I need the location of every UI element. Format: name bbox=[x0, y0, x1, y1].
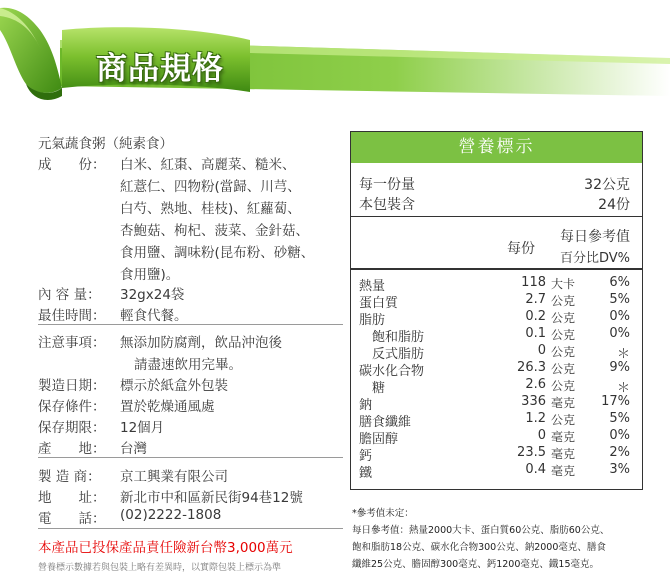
nutrient-unit: 公克 bbox=[551, 311, 576, 325]
nutrient-amount: 0.1 bbox=[525, 326, 546, 341]
ingredients-line: 杏鮑菇、枸杞、菠菜、金針菇、 bbox=[120, 223, 309, 239]
nutrient-row bbox=[351, 326, 642, 345]
nutrient-dv: 0% bbox=[609, 428, 630, 443]
nutrient-name: 反式脂肪 bbox=[359, 347, 425, 362]
dv-label: 百分比DV% bbox=[559, 251, 630, 266]
nutrient-amount: 2.6 bbox=[525, 377, 546, 392]
nutrient-dv: 3% bbox=[609, 462, 630, 477]
nutrient-unit: 大卡 bbox=[551, 277, 576, 291]
nutrient-row bbox=[351, 411, 642, 430]
nutrition-facts-table bbox=[350, 131, 643, 490]
best-time-value: 輕食代餐。 bbox=[120, 308, 188, 324]
serving-size-label: 每一份量 bbox=[359, 177, 415, 193]
per-serving-label: 每份 bbox=[507, 241, 535, 257]
nutrient-name: 膽固醇 bbox=[359, 432, 399, 447]
nutrient-amount: 0 bbox=[537, 343, 546, 358]
nutrient-unit: 公克 bbox=[551, 345, 576, 359]
nutrient-row bbox=[351, 394, 642, 413]
phone-value: (02)2222-1808 bbox=[120, 507, 222, 523]
nutrient-amount: 1.2 bbox=[525, 411, 546, 426]
address-value: 新北市中和區新民街94巷12號 bbox=[120, 490, 303, 506]
nutrient-unit: 公克 bbox=[551, 294, 576, 308]
nutrient-dv: ＊ bbox=[616, 381, 630, 396]
ingredients-line: 白米、紅棗、高麗菜、糙米、 bbox=[120, 157, 296, 173]
nutrient-name: 膳食纖維 bbox=[359, 415, 412, 430]
notes-line: 纖維25公克、膽固醇300毫克、鈣1200毫克、鐵15毫克。 bbox=[352, 559, 599, 570]
header-banner bbox=[0, 0, 670, 120]
nutrient-dv: 9% bbox=[609, 360, 630, 375]
nutrient-dv: 5% bbox=[609, 411, 630, 426]
nutrient-row bbox=[351, 309, 642, 328]
nutrient-dv: 17% bbox=[601, 394, 630, 409]
ingredients-line: 白芍、熟地、桂枝)、紅蘿蔔、 bbox=[120, 201, 301, 217]
nutrient-amount: 0 bbox=[537, 428, 546, 443]
nutrient-unit: 毫克 bbox=[551, 464, 576, 478]
nutrient-unit: 公克 bbox=[551, 328, 576, 342]
divider bbox=[38, 324, 343, 325]
nutrient-unit: 公克 bbox=[551, 362, 576, 376]
nutrient-row bbox=[351, 292, 642, 311]
notes-heading: *參考值未定： bbox=[352, 508, 414, 519]
mfg-date-value: 標示於紙盒外包裝 bbox=[120, 378, 228, 394]
nutrient-row bbox=[351, 275, 642, 294]
nutrient-dv: 0% bbox=[609, 326, 630, 341]
nutrient-row bbox=[351, 343, 642, 362]
nutrient-dv: 0% bbox=[609, 309, 630, 324]
nutrient-name: 糖 bbox=[359, 381, 386, 396]
maker-label: 製 造 商： bbox=[38, 469, 101, 485]
servings-value: 24份 bbox=[598, 197, 630, 213]
content-label: 內 容 量： bbox=[38, 287, 101, 303]
storage-label: 保存條件： bbox=[38, 399, 106, 415]
divider bbox=[351, 268, 642, 270]
notice-label: 注意事項： bbox=[38, 335, 106, 351]
nutrient-unit: 公克 bbox=[551, 379, 576, 393]
maker-value: 京工興業有限公司 bbox=[120, 469, 228, 485]
nutrient-unit: 公克 bbox=[551, 413, 576, 427]
nutrient-unit: 毫克 bbox=[551, 396, 576, 410]
shelf-life-label: 保存期限： bbox=[38, 420, 106, 436]
ingredients-label: 成 份： bbox=[38, 157, 106, 173]
nutrient-row bbox=[351, 462, 642, 481]
nutrient-dv: 5% bbox=[609, 292, 630, 307]
divider bbox=[38, 457, 343, 458]
nutrient-amount: 118 bbox=[521, 275, 546, 290]
nutrient-name: 鈣 bbox=[359, 449, 373, 464]
ingredients-line: 食用鹽、調味粉(昆布粉、砂糖、 bbox=[120, 245, 315, 261]
best-time-label: 最佳時間： bbox=[38, 308, 106, 324]
address-label: 地 址： bbox=[38, 490, 106, 506]
nutrient-row bbox=[351, 377, 642, 396]
notice-line: 請盡速飲用完畢。 bbox=[134, 357, 242, 373]
notes-line: 飽和脂肪18公克、碳水化合物300公克、鈉2000毫克、膳食 bbox=[352, 542, 606, 553]
nutrient-unit: 毫克 bbox=[551, 447, 576, 461]
nutrient-amount: 0.2 bbox=[525, 309, 546, 324]
divider bbox=[38, 528, 343, 529]
storage-value: 置於乾燥通風處 bbox=[120, 399, 215, 415]
ingredients-line: 食用鹽)。 bbox=[120, 267, 180, 283]
nutrient-amount: 2.7 bbox=[525, 292, 546, 307]
phone-label: 電 話： bbox=[38, 511, 106, 527]
nutrient-name: 蛋白質 bbox=[359, 296, 399, 311]
nutrient-dv: 2% bbox=[609, 445, 630, 460]
disclaimer-text: 營養標示數據若與包裝上略有差異時，以實際包裝上標示為準 bbox=[38, 563, 282, 573]
nutrient-amount: 23.5 bbox=[517, 445, 546, 460]
shelf-life-value: 12個月 bbox=[120, 420, 165, 436]
ingredients-line: 紅薏仁、四物粉(當歸、川芎、 bbox=[120, 179, 301, 195]
nutrient-name: 鈉 bbox=[359, 398, 373, 413]
product-name: 元氣蔬食粥（純素食） bbox=[38, 136, 173, 152]
nutrient-row bbox=[351, 360, 642, 379]
serving-size-value: 32公克 bbox=[584, 177, 630, 193]
insurance-notice: 本產品已投保產品責任險新台幣3,000萬元 bbox=[38, 540, 293, 556]
nutrient-name: 脂肪 bbox=[359, 313, 386, 328]
dv-label: 每日參考值 bbox=[560, 229, 630, 245]
nutrient-dv: ＊ bbox=[616, 347, 630, 362]
nutrient-amount: 0.4 bbox=[525, 462, 546, 477]
content-value: 32gx24袋 bbox=[120, 287, 185, 303]
nutrient-amount: 26.3 bbox=[517, 360, 546, 375]
nutrient-amount: 336 bbox=[521, 394, 546, 409]
servings-label: 本包裝含 bbox=[359, 197, 415, 213]
divider bbox=[351, 216, 642, 217]
notice-line: 無添加防腐劑，飲品沖泡後 bbox=[120, 335, 282, 351]
nutrition-title: 營養標示 bbox=[351, 132, 642, 163]
origin-label: 產 地： bbox=[38, 441, 106, 457]
mfg-date-label: 製造日期： bbox=[38, 378, 106, 394]
nutrient-row bbox=[351, 445, 642, 464]
reference-notes bbox=[352, 505, 652, 573]
nutrient-name: 鐵 bbox=[359, 466, 373, 481]
origin-value: 台灣 bbox=[120, 441, 147, 457]
nutrient-row bbox=[351, 428, 642, 447]
nutrient-dv: 6% bbox=[609, 275, 630, 290]
nutrient-name: 熱量 bbox=[359, 279, 386, 294]
nutrient-name: 碳水化合物 bbox=[359, 364, 425, 379]
nutrient-name: 飽和脂肪 bbox=[359, 330, 425, 345]
nutrient-unit: 毫克 bbox=[551, 430, 576, 444]
notes-line: 每日參考值：熱量2000大卡、蛋白質60公克、脂肪60公克、 bbox=[352, 525, 610, 536]
page-title: 商品規格 bbox=[96, 51, 224, 87]
